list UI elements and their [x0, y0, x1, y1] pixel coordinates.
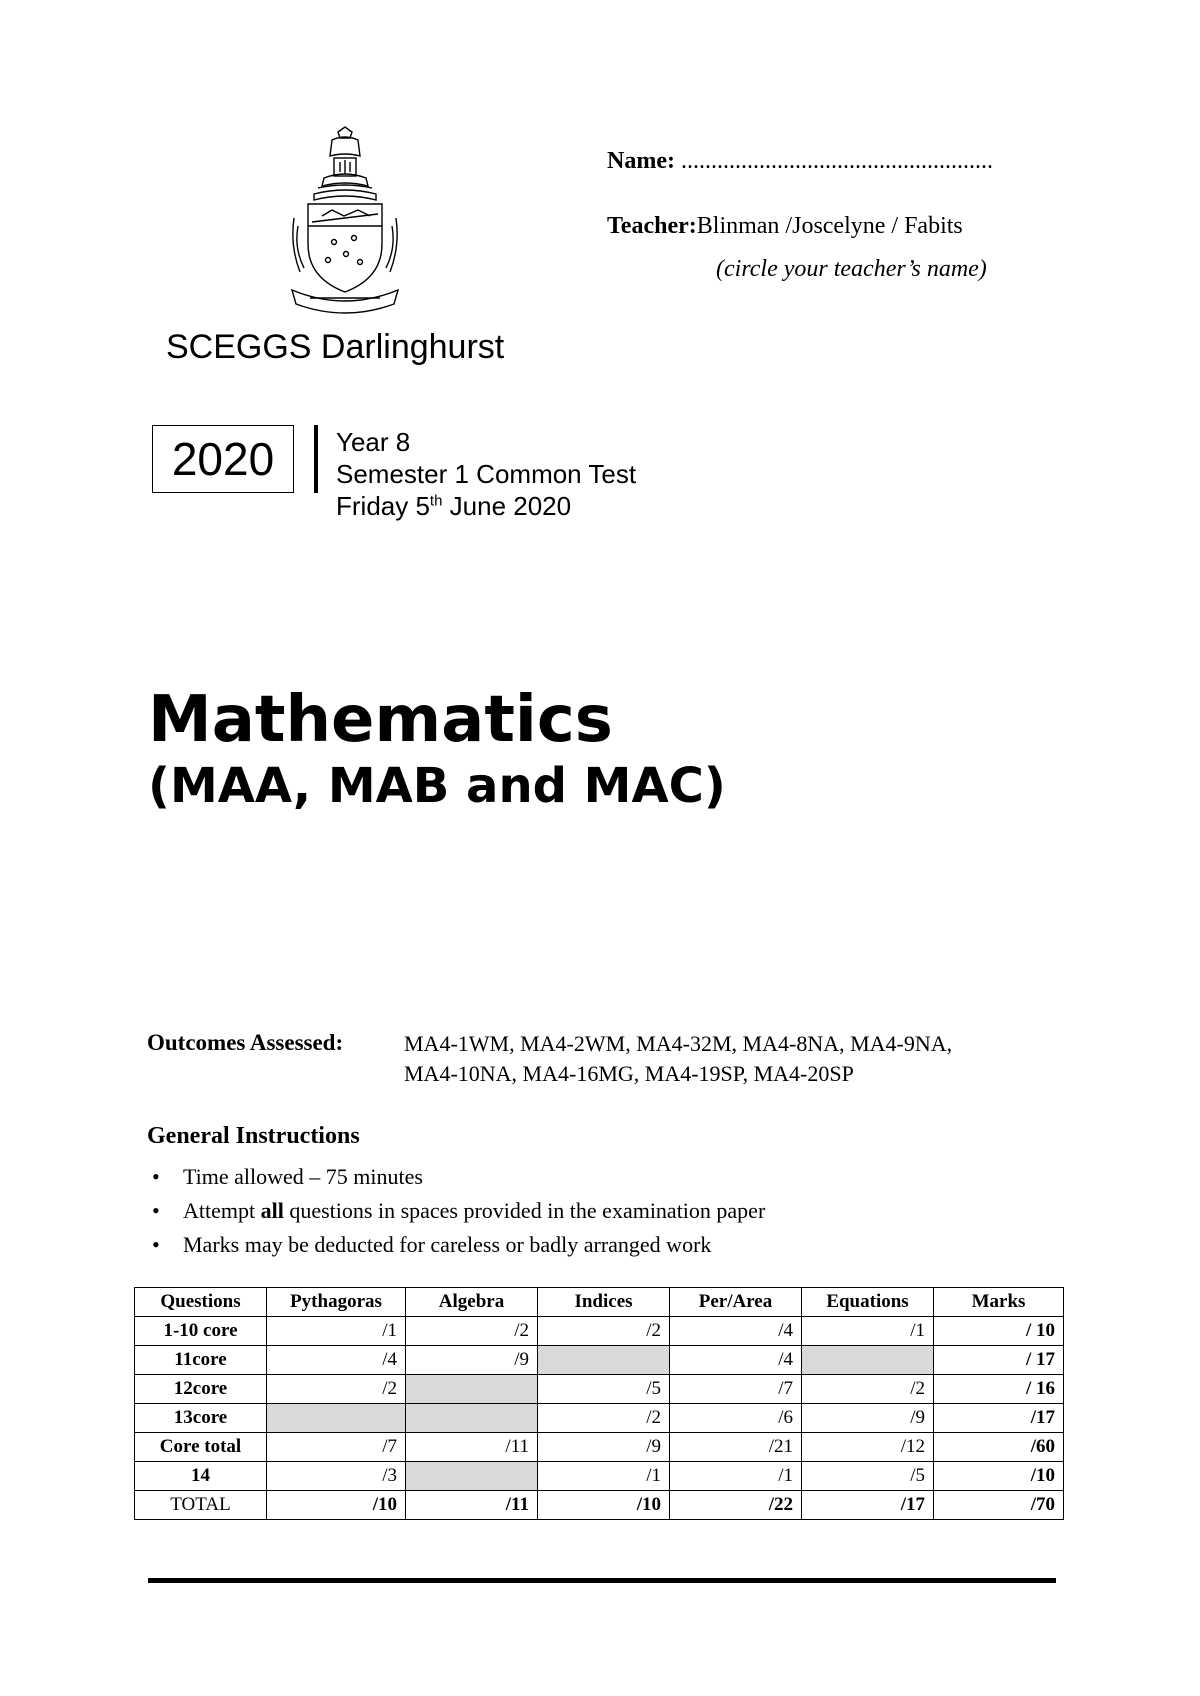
column-header: Algebra — [406, 1288, 538, 1317]
outcomes-line-2: MA4-10NA, MA4-16MG, MA4-19SP, MA4-20SP — [404, 1061, 854, 1086]
table-cell: /22 — [670, 1491, 802, 1520]
table-cell: /9 — [538, 1433, 670, 1462]
table-header-row — [135, 1288, 1064, 1317]
table-cell: /10 — [538, 1491, 670, 1520]
teacher-field — [607, 213, 963, 240]
table-cell: /4 — [267, 1346, 406, 1375]
table-cell: /11 — [406, 1491, 538, 1520]
table-cell: /2 — [267, 1375, 406, 1404]
table-cell: /9 — [406, 1346, 538, 1375]
table-cell: /2 — [802, 1375, 934, 1404]
marks-cell: /10 — [934, 1462, 1064, 1491]
table-cell: /11 — [406, 1433, 538, 1462]
table-cell: /9 — [802, 1404, 934, 1433]
school-name: SCEGGS Darlinghurst — [166, 328, 505, 366]
table-cell: /6 — [670, 1404, 802, 1433]
table-cell-shaded — [406, 1462, 538, 1491]
column-header: Equations — [802, 1288, 934, 1317]
table-row — [135, 1462, 1064, 1491]
table-cell: /5 — [802, 1462, 934, 1491]
outcomes-label: Outcomes Assessed: — [147, 1030, 344, 1055]
column-header: Per/Area — [670, 1288, 802, 1317]
table-cell-shaded — [267, 1404, 406, 1433]
row-label: 12core — [135, 1375, 267, 1404]
table-cell-shaded — [538, 1346, 670, 1375]
row-label: 1-10 core — [135, 1317, 267, 1346]
subject-title: Mathematics — [148, 683, 613, 757]
table-cell: /3 — [267, 1462, 406, 1491]
column-header: Indices — [538, 1288, 670, 1317]
table-cell: /4 — [670, 1317, 802, 1346]
instructions-heading: General Instructions — [147, 1123, 360, 1149]
school-crest-icon — [288, 126, 402, 316]
table-row — [135, 1317, 1064, 1346]
table-cell: /2 — [538, 1317, 670, 1346]
marks-cell: /17 — [934, 1404, 1064, 1433]
marks-cell: /70 — [934, 1491, 1064, 1520]
instruction-item: • Attempt all questions in spaces provided in the examination paper — [150, 1194, 765, 1228]
table-cell: /1 — [802, 1317, 934, 1346]
bottom-rule — [148, 1578, 1056, 1583]
table-cell: /12 — [802, 1433, 934, 1462]
exam-grade: Year 8 — [336, 427, 411, 457]
exam-date: Friday 5th June 2020 — [336, 491, 572, 521]
teacher-label: Teacher: — [607, 213, 697, 239]
table-cell-shaded — [406, 1375, 538, 1404]
marks-cell: / 16 — [934, 1375, 1064, 1404]
table-cell-shaded — [802, 1346, 934, 1375]
exam-info — [336, 426, 636, 522]
outcomes-line-1: MA4-1WM, MA4-2WM, MA4-32M, MA4-8NA, MA4-9NA, — [404, 1031, 953, 1056]
table-row — [135, 1346, 1064, 1375]
table-row — [135, 1404, 1064, 1433]
instructions-list — [150, 1160, 765, 1262]
row-label: TOTAL — [135, 1491, 267, 1520]
instruction-item: • Marks may be deducted for careless or badly arranged work — [150, 1228, 765, 1262]
table-cell: /2 — [406, 1317, 538, 1346]
table-cell: /5 — [538, 1375, 670, 1404]
column-header: Questions — [135, 1288, 267, 1317]
marks-cell: / 17 — [934, 1346, 1064, 1375]
column-header: Marks — [934, 1288, 1064, 1317]
marks-cell: / 10 — [934, 1317, 1064, 1346]
divider — [314, 425, 318, 493]
name-label: Name: — [607, 148, 675, 174]
year-box: 2020 — [152, 425, 294, 493]
table-row-total — [135, 1491, 1064, 1520]
row-label: 14 — [135, 1462, 267, 1491]
table-cell: /7 — [267, 1433, 406, 1462]
row-label: Core total — [135, 1433, 267, 1462]
table-cell: /1 — [267, 1317, 406, 1346]
table-cell: /4 — [670, 1346, 802, 1375]
row-label: 11core — [135, 1346, 267, 1375]
table-cell: /1 — [538, 1462, 670, 1491]
exam-test-name: Semester 1 Common Test — [336, 459, 637, 489]
name-field[interactable] — [607, 148, 993, 175]
row-label: 13core — [135, 1404, 267, 1433]
column-header: Pythagoras — [267, 1288, 406, 1317]
marks-cell: /60 — [934, 1433, 1064, 1462]
teacher-note: (circle your teacher’s name) — [716, 256, 987, 282]
subject-subtitle: (MAA, MAB and MAC) — [148, 758, 726, 814]
marks-table — [134, 1287, 1064, 1520]
table-row — [135, 1375, 1064, 1404]
table-cell: /10 — [267, 1491, 406, 1520]
table-cell-shaded — [406, 1404, 538, 1433]
table-cell: /21 — [670, 1433, 802, 1462]
teacher-names[interactable]: Blinman /Joscelyne / Fabits — [696, 213, 963, 239]
table-cell: /2 — [538, 1404, 670, 1433]
instruction-item: • Time allowed – 75 minutes — [150, 1160, 765, 1194]
table-cell: /7 — [670, 1375, 802, 1404]
table-cell: /17 — [802, 1491, 934, 1520]
name-line[interactable]: .................................................... — [680, 148, 993, 174]
table-cell: /1 — [670, 1462, 802, 1491]
table-row — [135, 1433, 1064, 1462]
